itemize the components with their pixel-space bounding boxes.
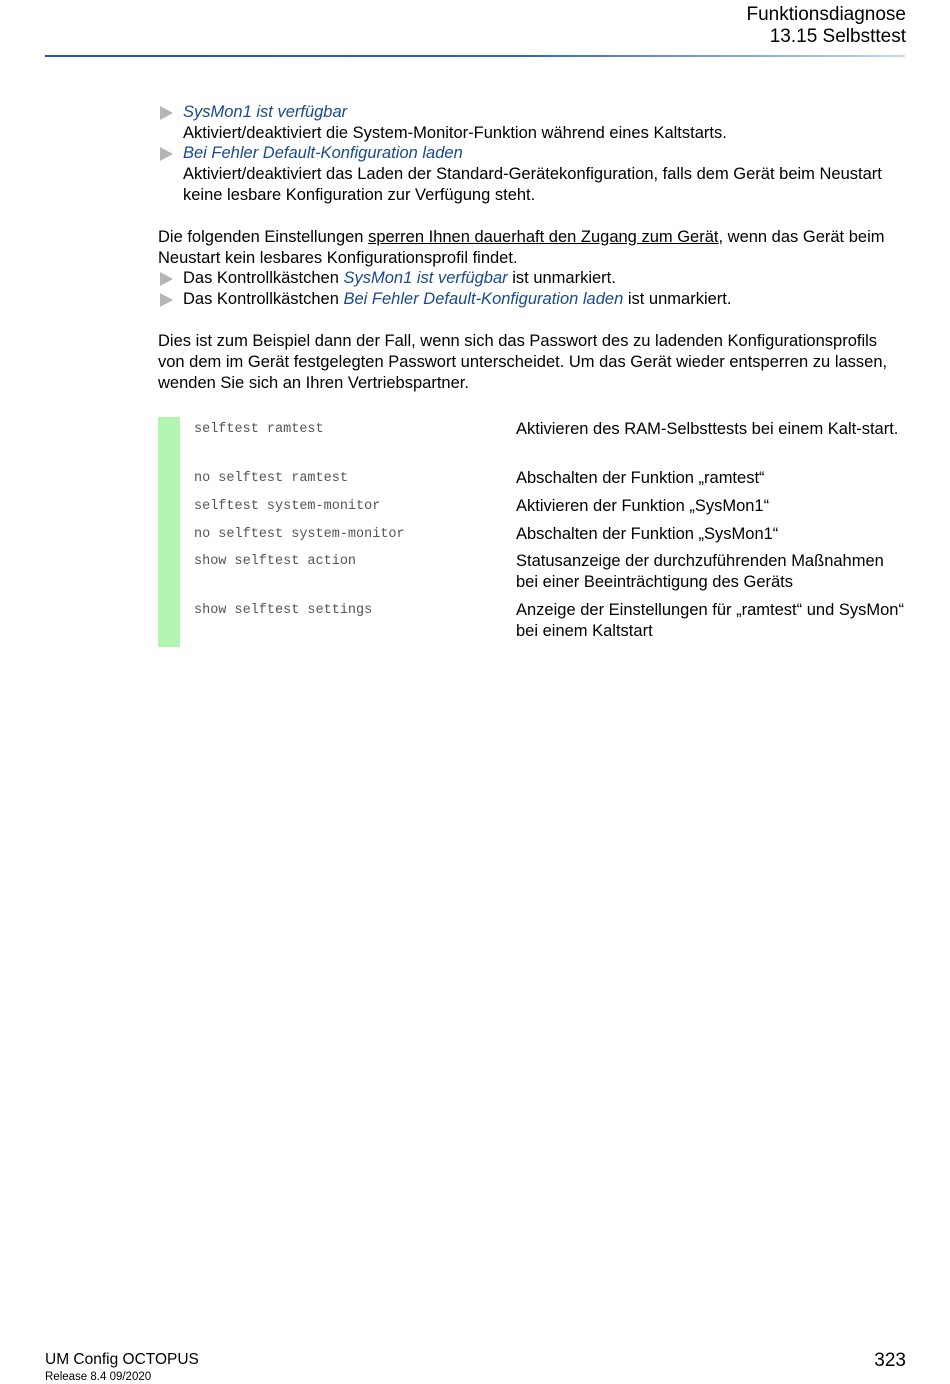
- section-title: 13.15 Selbsttest: [769, 26, 906, 47]
- command-code: selftest ramtest: [194, 422, 324, 437]
- warning-paragraph: Die folgenden Einstellungen sperren Ihnen dauerhaft den Zugang zum Gerät, wenn das Gerät beim Neustart kein lesbares Konfigurationsprofil findet.: [158, 228, 885, 267]
- checkbox-label: Bei Fehler Default-Konfiguration laden: [343, 290, 624, 308]
- command-description: Anzeige der Einstellungen für „ramtest“ und SysMon“ bei einem Kaltstart: [516, 601, 904, 640]
- bullet-triangle-icon: [160, 147, 173, 161]
- footer-release: Release 8.4 09/2020: [45, 1371, 152, 1383]
- warning-item: Das Kontrollkästchen SysMon1 ist verfügbar ist unmarkiert.: [158, 268, 908, 289]
- bullet-triangle-icon: [160, 106, 173, 120]
- warning-item: Das Kontrollkästchen Bei Fehler Default-Konfiguration laden ist unmarkiert.: [158, 289, 908, 310]
- option-item: [158, 143, 908, 206]
- command-code: selftest system-monitor: [194, 499, 381, 514]
- command-description: Statusanzeige der durchzuführenden Maßnahmen bei einer Beeinträchtigung des Geräts: [516, 552, 884, 591]
- command-code: no selftest system-monitor: [194, 527, 405, 542]
- chapter-title: Funktionsdiagnose: [746, 4, 906, 25]
- bullet-triangle-icon: [160, 293, 173, 307]
- command-description: Aktivieren des RAM-Selbsttests bei einem Kalt-start.: [516, 420, 899, 438]
- option-description: Aktiviert/deaktiviert die System-Monitor-Funktion während eines Kaltstarts.: [183, 124, 727, 142]
- command-table-bar: [158, 417, 180, 647]
- command-code: show selftest settings: [194, 603, 373, 618]
- option-label: SysMon1 ist verfügbar: [183, 103, 348, 121]
- option-label: Bei Fehler Default-Konfiguration laden: [183, 144, 463, 162]
- bullet-triangle-icon: [160, 272, 173, 286]
- command-description: Abschalten der Funktion „ramtest“: [516, 469, 765, 487]
- command-description: Aktivieren der Funktion „SysMon1“: [516, 497, 770, 515]
- footer-title: UM Config OCTOPUS: [45, 1351, 199, 1368]
- command-code: no selftest ramtest: [194, 471, 348, 486]
- note-paragraph: Dies ist zum Beispiel dann der Fall, wenn sich das Passwort des zu ladenden Konfigurationsprofils von dem im Gerät festgelegten Passwort unterscheidet. Um das Gerät wieder entsperren zu lassen, wenden Sie sich an Ihren Vertriebspartner.: [158, 332, 888, 392]
- checkbox-label: SysMon1 ist verfügbar: [343, 269, 508, 287]
- command-description: Abschalten der Funktion „SysMon1“: [516, 525, 779, 543]
- command-code: show selftest action: [194, 554, 357, 569]
- page-number: 323: [874, 1350, 906, 1371]
- option-description: Aktiviert/deaktiviert das Laden der Standard-Gerätekonfiguration, falls dem Gerät beim Neustart keine lesbare Konfiguration zur Verfügung steht.: [183, 165, 882, 204]
- warning-emphasis: sperren Ihnen dauerhaft den Zugang zum Gerät: [368, 228, 719, 246]
- option-item: [158, 102, 908, 144]
- header-rule: [45, 55, 905, 57]
